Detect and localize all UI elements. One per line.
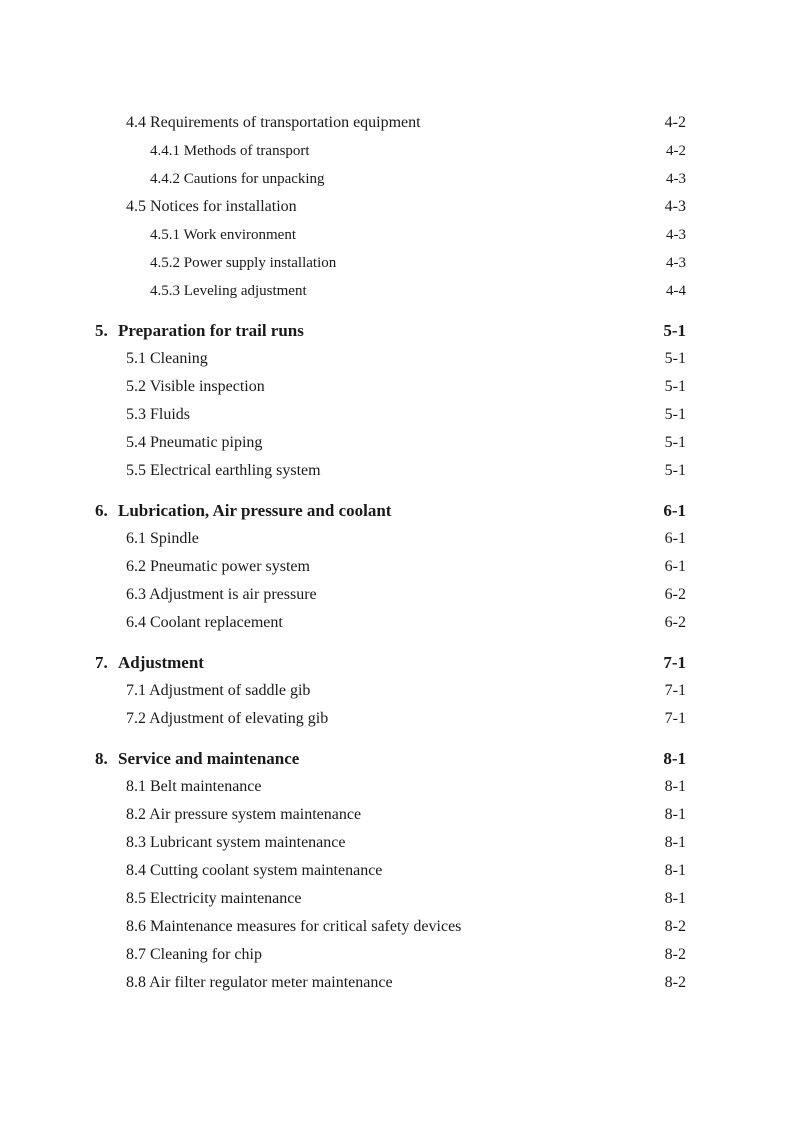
toc-entry — [0, 705, 686, 733]
toc-chapter-heading — [0, 745, 686, 773]
toc-entry — [0, 885, 686, 913]
toc-entry — [0, 581, 686, 609]
toc-entry — [0, 857, 686, 885]
chapter-number: 7. — [95, 653, 108, 672]
toc-entry — [0, 457, 686, 485]
toc-entry-title: 4.4 Requirements of transportation equipment — [126, 114, 421, 131]
toc-entry-title: 7.1 Adjustment of saddle gib — [126, 682, 311, 699]
toc-entry-page: 8-1 — [664, 890, 686, 907]
toc-entry — [0, 801, 686, 829]
toc-entry-title: 4.4.2 Cautions for unpacking — [150, 171, 325, 187]
toc-entry — [0, 829, 686, 857]
toc-entry-title: 5.4 Pneumatic piping — [126, 434, 263, 451]
toc-entry-page: 4-2 — [666, 143, 686, 159]
toc-entry-title: 8.5 Electricity maintenance — [126, 890, 302, 907]
chapter-page: 6-1 — [663, 501, 686, 520]
toc-entry — [0, 401, 686, 429]
chapter-page: 5-1 — [663, 321, 686, 340]
toc-entry-title: 4.5 Notices for installation — [126, 198, 297, 215]
toc-entry-page: 8-2 — [664, 974, 686, 991]
toc-entry-page: 8-2 — [664, 918, 686, 935]
toc-entry-page: 7-1 — [664, 682, 686, 699]
toc-entry-page: 6-1 — [664, 558, 686, 575]
toc-entry-page: 4-3 — [666, 171, 686, 187]
toc-subentry — [0, 277, 686, 305]
toc-entry-page: 5-1 — [664, 462, 686, 479]
toc-entry-page: 5-1 — [664, 350, 686, 367]
toc-entry-title: 5.2 Visible inspection — [126, 378, 265, 395]
toc-entry-title: 4.5.1 Work environment — [150, 227, 296, 243]
toc-subentry — [0, 249, 686, 277]
toc-subentry — [0, 221, 686, 249]
toc-entry — [0, 941, 686, 969]
chapter-number: 6. — [95, 501, 108, 520]
toc-chapter-heading — [0, 317, 686, 345]
toc-entry-page: 5-1 — [664, 378, 686, 395]
toc-entry-title: 8.8 Air filter regulator meter maintenance — [126, 974, 393, 991]
toc-entry — [0, 773, 686, 801]
chapter-number: 5. — [95, 321, 108, 340]
toc-chapter-heading — [0, 649, 686, 677]
toc-entry — [0, 609, 686, 637]
toc-entry-page: 5-1 — [664, 434, 686, 451]
toc-entry-title: 7.2 Adjustment of elevating gib — [126, 710, 329, 727]
toc-entry — [0, 553, 686, 581]
toc-entry-title: 6.3 Adjustment is air pressure — [126, 586, 317, 603]
toc-entry — [0, 373, 686, 401]
toc-entry-title: 4.5.3 Leveling adjustment — [150, 283, 307, 299]
toc-entry-page: 8-1 — [664, 806, 686, 823]
toc-entry-page: 4-3 — [666, 227, 686, 243]
toc-entry-page: 4-4 — [666, 283, 686, 299]
toc-entry-title: 6.2 Pneumatic power system — [126, 558, 310, 575]
chapter-title: Preparation for trail runs — [118, 321, 304, 340]
toc-entry — [0, 193, 686, 221]
toc-entry-page: 8-1 — [664, 834, 686, 851]
toc-entry — [0, 109, 686, 137]
toc-entry-page: 4-2 — [664, 114, 686, 131]
chapter-title: Service and maintenance — [118, 749, 300, 768]
toc-entry-page: 8-1 — [664, 778, 686, 795]
toc-entry-title: 8.4 Cutting coolant system maintenance — [126, 862, 383, 879]
toc-entry-title: 5.5 Electrical earthling system — [126, 462, 321, 479]
toc-entry-title: 4.5.2 Power supply installation — [150, 255, 337, 271]
toc-entry — [0, 677, 686, 705]
toc-entry-title: 5.3 Fluids — [126, 406, 191, 423]
chapter-number: 8. — [95, 749, 108, 768]
toc-entry-page: 4-3 — [664, 198, 686, 215]
toc-entry — [0, 913, 686, 941]
toc-subentry — [0, 165, 686, 193]
toc-entry-title: 6.4 Coolant replacement — [126, 614, 283, 631]
toc-entry-page: 8-1 — [664, 862, 686, 879]
toc-entry-title: 8.6 Maintenance measures for critical safety devices — [126, 918, 462, 935]
table-of-contents — [0, 109, 686, 997]
toc-subentry — [0, 137, 686, 165]
chapter-title: Lubrication, Air pressure and coolant — [118, 501, 392, 520]
toc-entry-page: 8-2 — [664, 946, 686, 963]
toc-entry-page: 4-3 — [666, 255, 686, 271]
toc-entry-title: 6.1 Spindle — [126, 530, 199, 547]
chapter-title: Adjustment — [118, 653, 204, 672]
toc-entry — [0, 345, 686, 373]
toc-entry-title: 8.2 Air pressure system maintenance — [126, 806, 362, 823]
toc-entry-title: 5.1 Cleaning — [126, 350, 208, 367]
toc-entry — [0, 429, 686, 457]
toc-entry-title: 8.7 Cleaning for chip — [126, 946, 262, 963]
chapter-page: 7-1 — [663, 653, 686, 672]
toc-entry-page: 6-2 — [664, 586, 686, 603]
toc-entry-title: 4.4.1 Methods of transport — [150, 143, 310, 159]
toc-entry-page: 6-1 — [664, 530, 686, 547]
toc-entry-page: 5-1 — [664, 406, 686, 423]
toc-entry — [0, 525, 686, 553]
toc-entry-title: 8.3 Lubricant system maintenance — [126, 834, 346, 851]
toc-entry-title: 8.1 Belt maintenance — [126, 778, 262, 795]
chapter-page: 8-1 — [663, 749, 686, 768]
toc-entry — [0, 969, 686, 997]
toc-entry-page: 6-2 — [664, 614, 686, 631]
toc-entry-page: 7-1 — [664, 710, 686, 727]
toc-chapter-heading — [0, 497, 686, 525]
